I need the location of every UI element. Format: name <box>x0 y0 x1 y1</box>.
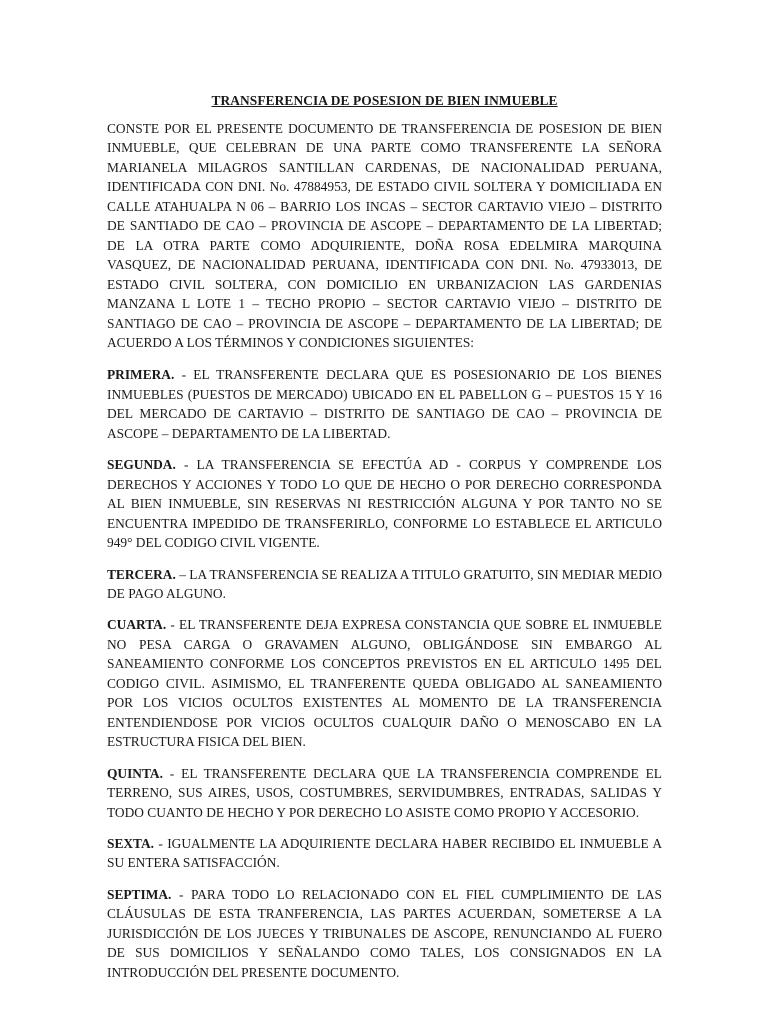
clause-text: - EL TRANSFERENTE DECLARA QUE LA TRANSFERENCIA COMPRENDE EL TERRENO, SUS AIRES, USOS, COSTUMBRES, SERVIDUMBRES, ENTRADAS, SALIDAS Y TODO CUANTO DE HECHO Y POR DERECHO LO ASISTE COMO PROPIO Y ACCESORIO. <box>107 765 662 820</box>
clause-text: - PARA TODO LO RELACIONADO CON EL FIEL CUMPLIMIENTO DE LAS CLÁUSULAS DE ESTA TRANFERENCIA, LAS PARTES ACUERDAN, SOMETERSE A LA JURISDICCIÓN DE LOS JUECES Y TRIBUNALES DE ASCOPE, RENUNCIANDO AL FUERO DE SUS DOMICILIOS Y SEÑALANDO COMO TALES, LOS CONSIGNADOS EN LA INTRODUCCIÓN DEL PRESENTE DOCUMENTO. <box>107 886 662 980</box>
clause-segunda <box>107 455 662 552</box>
clause-text: - EL TRANSFERENTE DEJA EXPRESA CONSTANCIA QUE SOBRE EL INMUEBLE NO PESA CARGA O GRAVAMEN ALGUNO, OBLIGÁNDOSE SIN EMBARGO AL SANEAMIENTO CONFORME LOS CONCEPTOS PREVISTOS EN EL ARTICULO 1495 DEL CODIGO CIVIL. ASIMISMO, EL TRANFERENTE QUEDA OBLIGADO AL SANEAMIENTO POR LOS VICIOS OCULTOS EXISTENTES AL MOMENTO DE LA TRANSFERENCIA ENTENDIENDOSE POR VICIOS OCULTOS CUALQUIR DAÑO O MENOSCABO EN LA ESTRUCTURA FISICA DEL BIEN. <box>107 617 662 750</box>
document-title: TRANSFERENCIA DE POSESION DE BIEN INMUEBLE <box>211 93 558 108</box>
clause-heading: SEGUNDA. <box>107 457 176 473</box>
clause-heading: SEPTIMA. <box>107 886 172 902</box>
clause-heading: TERCERA. <box>107 566 176 582</box>
clause-heading: CUARTA. <box>107 617 167 633</box>
clause-text: – LA TRANSFERENCIA SE REALIZA A TITULO GRATUITO, SIN MEDIAR MEDIO DE PAGO ALGUNO. <box>107 566 662 601</box>
clause-primera <box>107 365 662 443</box>
clause-heading: PRIMERA. <box>107 367 175 383</box>
clause-heading: SEXTA. <box>107 835 155 851</box>
intro-paragraph: CONSTE POR EL PRESENTE DOCUMENTO DE TRANSFERENCIA DE POSESION DE BIEN INMUEBLE, QUE CELEBRAN DE UNA PARTE COMO TRANSFERENTE LA SEÑORA MARIANELA MILAGROS SANTILLAN CARDENAS, DE NACIONALIDAD PERUANA, IDENTIFICADA CON DNI. No. 47884953, DE ESTADO CIVIL SOLTERA Y DOMICILIADA EN CALLE ATAHUALPA N 06 – BARRIO LOS INCAS – SECTOR CARTAVIO VIEJO – DISTRITO DE SANTIADO DE CAO – PROVINCIA DE ASCOPE – DEPARTAMENTO DE LA LIBERTAD; DE LA OTRA PARTE COMO ADQUIRIENTE, DOÑA ROSA EDELMIRA MARQUINA VASQUEZ, DE NACIONALIDAD PERUANA, IDENTIFICADA CON DNI. No. 47933013, DE ESTADO CIVIL SOLTERA, CON DOMICILIO EN URBANIZACION LAS GARDENIAS MANZANA L LOTE 1 – TECHO PROPIO – SECTOR CARTAVIO VIEJO – DISTRITO DE SANTIAGO DE CAO – PROVINCIA DE ASCOPE – DEPARTAMENTO DE LA LIBERTAD; DE ACUERDO A LOS TÉRMINOS Y CONDICIONES SIGUIENTES: <box>107 121 662 350</box>
clause-text: - EL TRANSFERENTE DECLARA QUE ES POSESIONARIO DE LOS BIENES INMUEBLES (PUESTOS DE MERCADO) UBICADO EN EL PABELLON G – PUESTOS 15 Y 16 DEL MERCADO DE CARTAVIO – DISTRITO DE SANTIAGO DE CAO – PROVINCIA DE ASCOPE – DEPARTAMENTO DE LA LIBERTAD. <box>107 367 662 441</box>
clause-sexta <box>107 834 662 873</box>
clause-quinta <box>107 764 662 822</box>
clause-heading: QUINTA. <box>107 765 163 781</box>
clause-septima <box>107 885 662 982</box>
clause-text: - IGUALMENTE LA ADQUIRIENTE DECLARA HABER RECIBIDO EL INMUEBLE A SU ENTERA SATISFACCIÓN. <box>107 835 662 871</box>
clause-text: - LA TRANSFERENCIA SE EFECTÚA AD - CORPUS Y COMPRENDE LOS DERECHOS Y ACCIONES Y TODO LO QUE DE HECHO O POR DERECHO CORRESPONDA AL BIEN INMUEBLE, SIN RESERVAS NI RESTRICCIÓN ALGUNA Y POR TANTO NO SE ENCUENTRA IMPEDIDO DE TRANSFERIRLO, CONFORME LO ESTABLECE EL ARTICULO 949° DEL CODIGO CIVIL VIGENTE. <box>107 457 662 551</box>
clause-cuarta <box>107 615 662 751</box>
clause-tercera <box>107 565 662 604</box>
